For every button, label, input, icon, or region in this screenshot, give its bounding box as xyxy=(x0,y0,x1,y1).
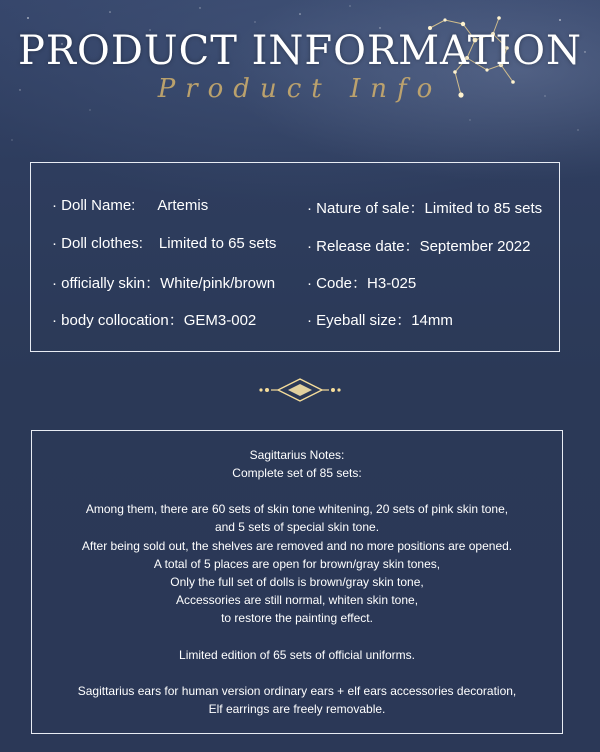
info-label: · Release date： xyxy=(307,238,420,255)
info-nature-of-sale xyxy=(307,197,542,218)
info-value: 14mm xyxy=(411,312,453,329)
notes-line: Elf earrings are freely removable. xyxy=(208,702,386,716)
info-value: September 2022 xyxy=(419,238,531,255)
info-label: · Eyeball size： xyxy=(307,312,412,329)
info-label: · Doll Name: xyxy=(52,197,136,214)
info-value: GEM3-002 xyxy=(183,312,257,329)
info-code xyxy=(307,272,416,293)
info-value: Artemis xyxy=(157,197,209,214)
notes-line: After being sold out, the shelves are removed and no more positions are opened. xyxy=(81,539,513,553)
product-info-box xyxy=(30,162,560,352)
notes-line: Accessories are still normal, whiten skin tone, xyxy=(175,593,419,607)
info-label: · Code： xyxy=(307,275,368,292)
page-subtitle: Product Info xyxy=(157,74,443,104)
info-eyeball-size xyxy=(307,309,453,330)
info-label: · Doll clothes: xyxy=(52,235,143,252)
notes-line: A total of 5 places are open for brown/gray skin tones, xyxy=(153,557,441,571)
info-label: · officially skin： xyxy=(52,275,161,292)
notes-line: and 5 sets of special skin tone. xyxy=(214,520,380,534)
info-body-collocation xyxy=(52,309,256,330)
info-value: White/pink/brown xyxy=(160,275,276,292)
sagittarius-notes-box xyxy=(31,430,563,734)
notes-line: Complete set of 85 sets: xyxy=(232,466,362,480)
info-label: · Nature of sale： xyxy=(307,200,425,217)
info-value: Limited to 65 sets xyxy=(158,235,277,252)
info-doll-clothes xyxy=(52,235,276,252)
notes-line: Only the full set of dolls is brown/gray skin tone, xyxy=(170,575,424,589)
notes-line: Sagittarius ears for human version ordinary ears + elf ears accessories decoration, xyxy=(77,684,517,698)
info-official-skin xyxy=(52,272,275,293)
notes-line: Limited edition of 65 sets of official uniforms. xyxy=(179,648,415,662)
info-value: H3-025 xyxy=(367,275,417,292)
notes-line: Among them, there are 60 sets of skin tone whitening, 20 sets of pink skin tone, xyxy=(85,502,509,516)
info-release-date xyxy=(307,235,530,256)
diamond-divider-icon xyxy=(255,376,345,404)
page-title: PRODUCT INFORMATION xyxy=(18,28,582,74)
info-doll-name xyxy=(52,197,208,214)
notes-line: Sagittarius Notes: xyxy=(249,448,345,462)
notes-line: to restore the painting effect. xyxy=(221,611,373,625)
info-value: Limited to 85 sets xyxy=(424,200,543,217)
info-label: · body collocation： xyxy=(52,312,184,329)
